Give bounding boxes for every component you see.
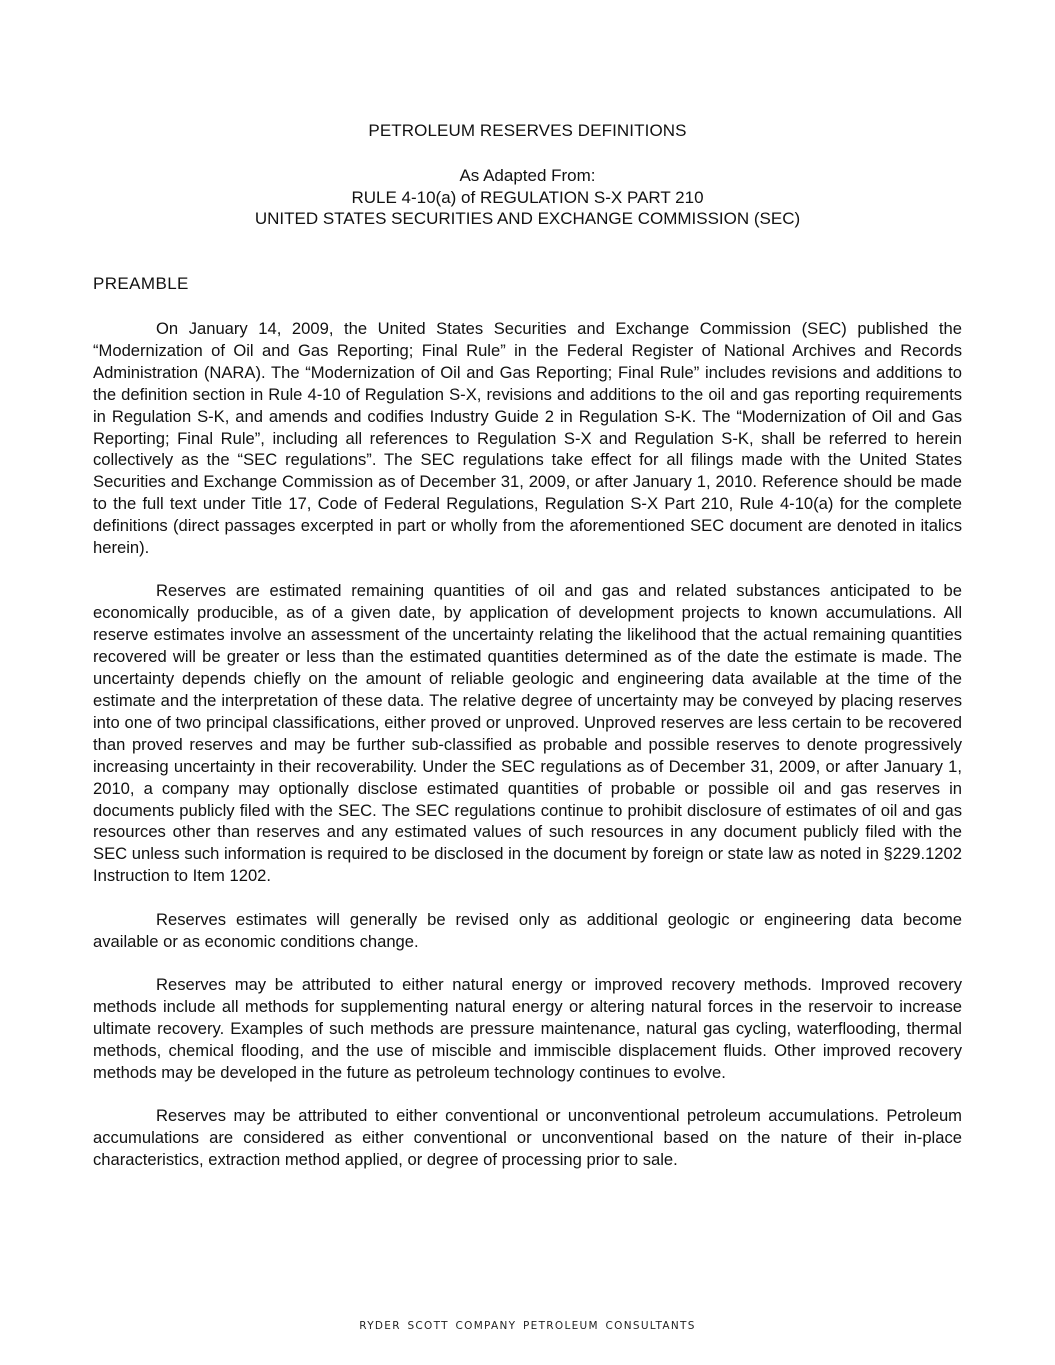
paragraph: Reserves may be attributed to either natural energy or improved recovery methods. Improved recovery methods include all methods for supplementing natural energy or altering natural forces in the reservoir to increase ultimate recovery. Examples of such methods are pressure maintenance, natural gas cycling, waterflooding, thermal methods, chemical flooding, and the use of miscible and immiscible displacement fluids. Other improved recovery methods may be developed in the future as petroleum technology continues to evolve. — [93, 974, 962, 1082]
paragraph: On January 14, 2009, the United States Securities and Exchange Commission (SEC) published the “Modernization of Oil and Gas Reporting; Final Rule” in the Federal Register of National Archives and Records Administration (NARA). The “Modernization of Oil and Gas Reporting; Final Rule” includes revisions and additions to the definition section in Rule 4-10 of Regulation S-X, revisions and additions to the oil and gas reporting requirements in Regulation S-K, and amends and codifies Industry Guide 2 in Regulation S-K. The “Modernization of Oil and Gas Reporting; Final Rule”, including all references to Regulation S-X and Regulation S-K, shall be referred to herein collectively as the “SEC regulations”. The SEC regulations take effect for all filings made with the United States Securities and Exchange Commission as of December 31, 2009, or after January 1, 2010. Reference should be made to the full text under Title 17, Code of Federal Regulations, Regulation S-X Part 210, Rule 4-10(a) for the complete definitions (direct passages excerpted in part or wholly from the aforementioned SEC document are denoted in italics herein). — [93, 319, 962, 558]
paragraph: Reserves estimates will generally be revised only as additional geologic or engineering data become available or as economic conditions change. — [93, 909, 962, 951]
paragraph: Reserves may be attributed to either conventional or unconventional petroleum accumulations. Petroleum accumulations are considered as either conventional or unconventional based on the nature of their in-place characteristics, extraction method applied, or degree of processing prior to sale. — [93, 1106, 962, 1169]
document-subtitle — [0, 165, 1055, 230]
section-heading-preamble: PREAMBLE — [93, 274, 189, 293]
subtitle-line: RULE 4-10(a) of REGULATION S-X PART 210 — [351, 187, 704, 207]
page-footer: RYDER SCOTT COMPANY PETROLEUM CONSULTANTS — [359, 1320, 696, 1332]
body-text — [93, 318, 962, 1171]
subtitle-line: As Adapted From: — [459, 166, 596, 185]
document-title: PETROLEUM RESERVES DEFINITIONS — [368, 121, 687, 140]
paragraph: Reserves are estimated remaining quantities of oil and gas and related substances anticipated to be economically producible, as of a given date, by application of development projects to known accumulations. All reserve estimates involve an assessment of the uncertainty relating the likelihood that the actual remaining quantities recovered will be greater or less than the estimated quantities determined as of the date the estimate is made. The uncertainty depends chiefly on the amount of reliable geologic and engineering data available at the time of the estimate and the interpretation of these data. The relative degree of uncertainty may be conveyed by placing reserves into one of two principal classifications, either proved or unproved. Unproved reserves are less certain to be recovered than proved reserves and may be further sub-classified as probable and possible reserves to denote progressively increasing uncertainty in their recoverability. Under the SEC regulations as of December 31, 2009, or after January 1, 2010, a company may optionally disclose estimated quantities of probable or possible oil and gas reserves in documents publicly filed with the SEC. The SEC regulations continue to prohibit disclosure of estimates of oil and gas resources other than reserves and any estimated values of such resources in any document publicly filed with the SEC unless such information is required to be disclosed in the document by foreign or state law as noted in §229.1202 Instruction to Item 1202. — [93, 581, 962, 886]
subtitle-line: UNITED STATES SECURITIES AND EXCHANGE COMMISSION (SEC) — [254, 209, 801, 228]
